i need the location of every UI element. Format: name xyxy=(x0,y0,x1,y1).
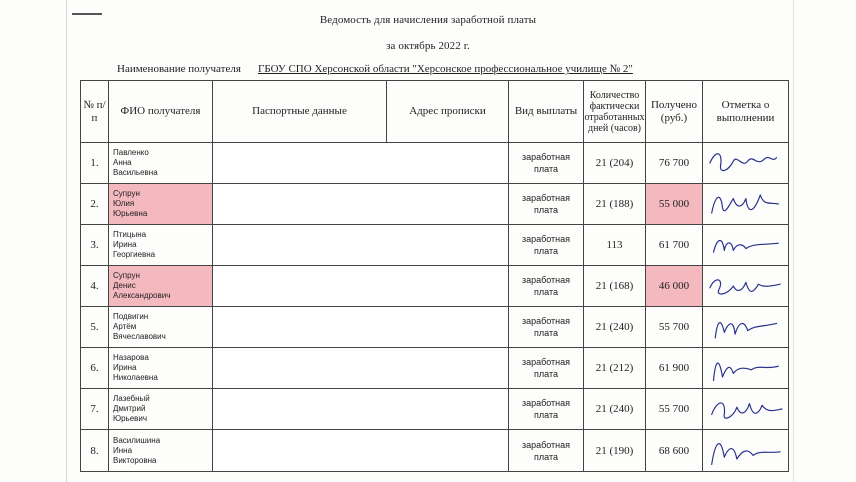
payroll-table xyxy=(80,80,789,472)
signature-cell xyxy=(703,225,789,266)
passport-cell xyxy=(213,266,387,307)
amount-received: 61 900 xyxy=(646,348,703,389)
address-cell xyxy=(387,307,509,348)
signature-icon xyxy=(705,145,785,181)
col-header-fio: ФИО получателя xyxy=(109,81,213,143)
days-worked: 21 (190) xyxy=(584,430,646,472)
recipient-first-name: Ирина xyxy=(113,363,137,372)
passport-cell xyxy=(213,430,387,472)
recipient-fio xyxy=(109,143,213,184)
recipient-surname: Назарова xyxy=(113,353,149,362)
days-worked: 21 (188) xyxy=(584,184,646,225)
recipient-first-name: Дмитрий xyxy=(113,404,146,413)
days-worked: 21 (168) xyxy=(584,266,646,307)
table-row xyxy=(81,348,789,389)
recipient-surname: Подвигин xyxy=(113,312,149,321)
recipient-fio xyxy=(109,348,213,389)
signature-cell xyxy=(703,389,789,430)
address-cell xyxy=(387,389,509,430)
passport-cell xyxy=(213,143,387,184)
pay-type: заработная плата xyxy=(509,266,584,307)
signature-icon xyxy=(705,227,785,263)
days-worked: 21 (204) xyxy=(584,143,646,184)
recipient-patronymic: Вячеславович xyxy=(113,332,166,341)
document-title: Ведомость для начисления заработной платы xyxy=(319,14,537,26)
recipient-fio xyxy=(109,389,213,430)
signature-cell xyxy=(703,348,789,389)
row-number: 8. xyxy=(81,430,109,472)
recipient-fio xyxy=(109,307,213,348)
row-number: 2. xyxy=(81,184,109,225)
table-row xyxy=(81,266,789,307)
recipient-surname: Супрун xyxy=(113,189,140,198)
address-cell xyxy=(387,266,509,307)
recipient-fio xyxy=(109,430,213,472)
passport-cell xyxy=(213,307,387,348)
signature-cell xyxy=(703,184,789,225)
recipient-first-name: Инна xyxy=(113,445,133,455)
amount-received: 55 000 xyxy=(646,184,703,225)
table-row xyxy=(81,307,789,348)
pay-type: заработная плата xyxy=(509,430,584,472)
passport-cell xyxy=(213,348,387,389)
pay-type: заработная плата xyxy=(509,307,584,348)
amount-received: 55 700 xyxy=(646,389,703,430)
recipient-surname: Птицына xyxy=(113,230,147,239)
recipient-surname: Лазебный xyxy=(113,394,150,403)
recipient-patronymic: Юрьевна xyxy=(113,209,148,218)
signature-cell xyxy=(703,430,789,472)
signature-icon xyxy=(705,186,785,222)
scan-edge-right xyxy=(793,0,794,482)
col-header-passport: Паспортные данные xyxy=(213,81,387,143)
table-row xyxy=(81,184,789,225)
days-worked: 21 (212) xyxy=(584,348,646,389)
amount-received: 46 000 xyxy=(646,266,703,307)
table-header-row xyxy=(81,81,789,143)
recipient-patronymic: Викторовна xyxy=(113,455,157,465)
signature-icon xyxy=(705,432,785,468)
col-header-num: № п/п xyxy=(81,81,109,143)
days-worked: 21 (240) xyxy=(584,389,646,430)
amount-received: 68 600 xyxy=(646,430,703,472)
recipient-first-name: Юлия xyxy=(113,199,135,208)
recipient-patronymic: Юрьевич xyxy=(113,414,148,423)
scan-edge-left xyxy=(66,0,67,482)
recipient-surname: Супрун xyxy=(113,271,140,280)
recipient-patronymic: Александрович xyxy=(113,291,171,300)
recipient-patronymic: Георгиевна xyxy=(113,250,156,259)
recipient-patronymic: Васильевна xyxy=(113,168,158,177)
col-header-received: Получено (руб.) xyxy=(646,81,703,143)
signature-icon xyxy=(705,309,785,345)
col-header-days: Количество фактически отработанных дней (часов) xyxy=(584,81,646,143)
table-row xyxy=(81,225,789,266)
days-worked: 21 (240) xyxy=(584,307,646,348)
table-row xyxy=(81,389,789,430)
days-worked: 113 xyxy=(584,225,646,266)
row-number: 7. xyxy=(81,389,109,430)
signature-cell xyxy=(703,307,789,348)
col-header-address: Адрес прописки xyxy=(387,81,509,143)
recipient-surname: Василишина xyxy=(113,435,161,445)
address-cell xyxy=(387,143,509,184)
passport-cell xyxy=(213,225,387,266)
row-number: 1. xyxy=(81,143,109,184)
table-row xyxy=(81,430,789,472)
row-number: 3. xyxy=(81,225,109,266)
table-row xyxy=(81,143,789,184)
recipient-first-name: Денис xyxy=(113,281,136,290)
pay-type: заработная плата xyxy=(509,389,584,430)
document-period: за октябрь 2022 г. xyxy=(386,40,470,52)
recipient-fio xyxy=(109,184,213,225)
col-header-mark: Отметка о выполнении xyxy=(703,81,789,143)
address-cell xyxy=(387,348,509,389)
pay-type: заработная плата xyxy=(509,143,584,184)
recipient-surname: Павленко xyxy=(113,148,149,157)
signature-cell xyxy=(703,266,789,307)
row-number: 6. xyxy=(81,348,109,389)
recipient-first-name: Артём xyxy=(113,322,137,331)
amount-received: 76 700 xyxy=(646,143,703,184)
signature-icon xyxy=(705,391,785,427)
pay-type: заработная плата xyxy=(509,225,584,266)
recipient-label: Наименование получателя xyxy=(117,63,241,75)
recipient-fio xyxy=(109,266,213,307)
address-cell xyxy=(387,225,509,266)
recipient-fio xyxy=(109,225,213,266)
pay-type: заработная плата xyxy=(509,348,584,389)
row-number: 4. xyxy=(81,266,109,307)
passport-cell xyxy=(213,184,387,225)
row-number: 5. xyxy=(81,307,109,348)
col-header-paytype: Вид выплаты xyxy=(509,81,584,143)
recipient-first-name: Ирина xyxy=(113,240,137,249)
signature-icon xyxy=(705,350,785,386)
amount-received: 55 700 xyxy=(646,307,703,348)
address-cell xyxy=(387,184,509,225)
signature-cell xyxy=(703,143,789,184)
recipient-patronymic: Николаевна xyxy=(113,373,158,382)
signature-icon xyxy=(705,268,785,304)
address-cell xyxy=(387,430,509,472)
amount-received: 61 700 xyxy=(646,225,703,266)
pay-type: заработная плата xyxy=(509,184,584,225)
recipient-first-name: Анна xyxy=(113,158,132,167)
passport-cell xyxy=(213,389,387,430)
recipient-value: ГБОУ СПО Херсонской области "Херсонское профессиональное училище № 2" xyxy=(258,63,633,75)
